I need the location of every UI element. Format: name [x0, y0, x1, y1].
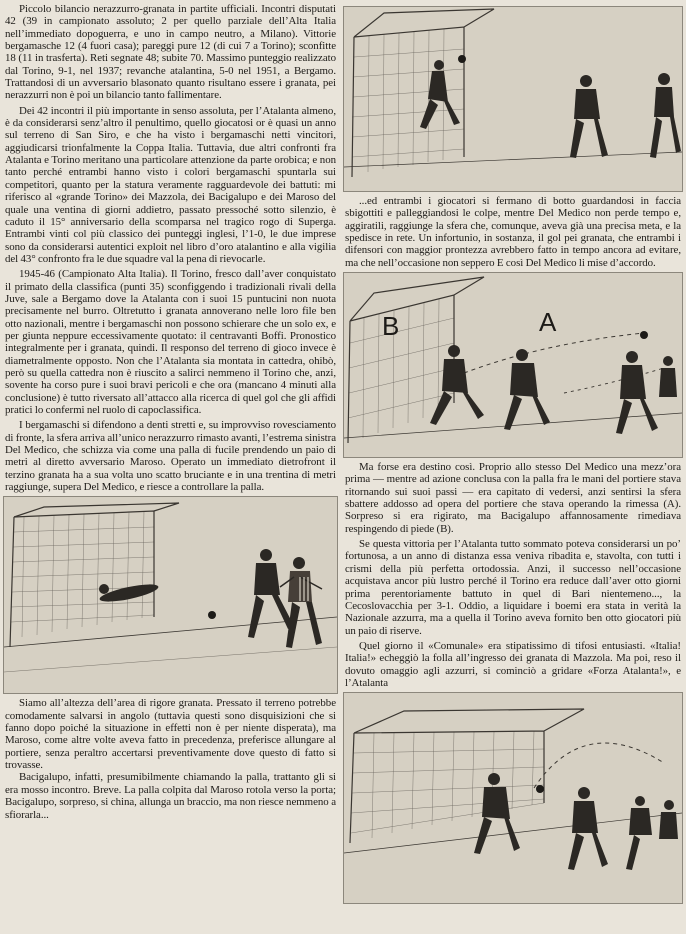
- article-paragraph: 1945-46 (Campionato Alta Italia). Il Torino, fresco dall’aver conquistato il primato della classifica (punti 35) sconfiggendo i tradizionali rivali della Juve, sale a Bergamo dove la Atalanta con i suoi 15 puntucini non nuota precisamente nel burro. Oltretutto i granata annoverano nelle loro file ben otto nazionali, mentre i bergamaschi non possono schierare che un solo ex, e per giunta neppure eccessivamente quotato: il centravanti Boffi. Pronostico integralmente per i granata, quindi. Il responso del terreno di gioco invece è diametralmente opposto. Non che l’Atalanta sia montata in cattedra, ohibò, però su quella cattedra non è riuscito a salirci nemmeno il Torino che, anzi, sovente ha corso pure i suoi bravi pericoli e che ora (mancano 4 minuti alla conclusione) è tutto riversato all’attacco alla ricerca di quel gol che gli affidi pratici lo confermi nel ruolo di capoclassifica.: [5, 268, 336, 416]
- caption-bottom-left: Siamo all’altezza dell’area di rigore granata. Pressato il terreno potrebbe comodamente salvarsi in angolo (tuttavia questi sono disquisizioni che si fanno dopo poiché la situazione in effetti non è per niente disperata), ma Maroso, come altre volte aveva fatto in precedenza, preferisce allungare al portiere, senza peraltro accertarsi preventivamente dove questo di fatto si trovasse.: [5, 697, 336, 772]
- label-b: B: [382, 311, 400, 342]
- caption-bottom-left: Bacigalupo, infatti, presumibilmente chiamando la palla, trattanto gli si era mosso incontro. Breve. La palla colpita dal Maroso rotola verso la porta; Bacigalupo, sorpreso, si china, allunga un braccio, ma non riesce nemmeno a sfiorarla...: [5, 771, 336, 821]
- right-column: [343, 3, 683, 907]
- label-a: A: [539, 307, 557, 338]
- illustration-defenders-collide: [343, 6, 683, 192]
- caption-right-1: ...ed entrambi i giocatori si fermano di botto guardandosi in faccia sbigottiti e palleggiandosi le colpe, mentre Del Medico non perde tempo e, aggiratili, raggiunge la sfera che, comunque, aveva già una precisa meta, e la spedisce in rete. Un infortunio, in sostanza, il gol pei granata, che entrambi i difensori con maggior prontezza avrebbero fatto in tempo ancora ad evitare, ma che nell’occasione non seppero E così Del Medico li mise d’accordo.: [345, 195, 681, 269]
- illustration-cross-into-box: [343, 692, 683, 904]
- article-paragraph: Se questa vittoria per l’Atalanta tutto sommato poteva considerarsi un po’ fortunosa, a un anno di distanza essa veniva ribadita e, stavolta, con tutti i crismi della più perfetta ortodossia. Anzi, il successo nell’occasione acquistava ancor più lustro perché il Torino era reduce dall’aver otto giorni prima perentoriamente battuto in quel di Bari nientemeno..., la Cecoslovacchia per 3-1. Oddio, a liquidare i boemi era stata in verità la Nazionale azzurra, ma a quella il Torino aveva fornito ben otto giocatori più un paio di riserve.: [345, 538, 681, 637]
- caption-right-2: Ma forse era destino così. Proprio allo stesso Del Medico una mezz’ora prima — mentre ad azione conclusa con la palla fra le mani del portiere stava ritornando sui suoi passi — era capitato di vedersi, anzi sentirsi la sfera sbattere addosso ad opera del portiere che stava operando la rimessa (A). Sorpreso si era rigirato, ma Bacigalupo affannosamente rimediava respingendo di piede (B).: [345, 461, 681, 535]
- article-paragraph: Piccolo bilancio nerazzurro-granata in partite ufficiali. Incontri disputati 42 (39 in campionato assoluto; 2 per quello parziale dell’Alta Italia nell’immediato dopoguerra, e uno in campo neutro, a Milano). Vittorie bergamasche 12 (4 fuori casa); pareggi pure 12 (di cui 7 a Torino); sconfitte 18 (11 in trasferta). Reti segnate 48; subite 70. Massimo punteggio realizzato dal Torino, 9-1, nel 1937; revanche atalantina, 5-0 nel 1951, a Bergamo. Trattandosi di un avversario blasonato quanto risultano essere i granata, pei nerazzurri non è poi un bilancio tanto fallimentare.: [5, 3, 336, 102]
- article-paragraph: I bergamaschi si difendono a denti stretti e, su improvviso rovesciamento di fronte, la sfera arriva all’unico nerazzurro rimasto avanti, l’estrema sinistra Del Medico, che schizza via come una palla di fucile prendendo un paio di metri al diretto avversario Maroso. Operato un immediato dietrofront il terzino granata ha a sua volta uno scatto bruciante e in una trentina di metri raggiunge, supera Del Medico, e riesce a controllare la palla.: [5, 419, 336, 494]
- article-paragraph: Quel giorno il «Comunale» era stipatissimo di tifosi entusiasti. «Italia! Italia!» echeggiò la folla all’ingresso dei granata di Mazzola. Ma poi, reso il dovuto omaggio agli azzurri, si cominciò a gridare «Forza Atalanta!», e l’Atalanta: [345, 639, 681, 689]
- illustration-goalkeeper-clearance: [343, 272, 683, 458]
- left-column: [3, 3, 338, 821]
- illustration-goalmouth-save: [3, 496, 338, 694]
- article-paragraph: Dei 42 incontri il più importante in senso assoluta, per l’Atalanta almeno, è da considerarsi senz’altro il penultimo, quello giocatosi or è quasi un anno sul terreno di San Siro, e che ha visto i bergamaschi netti vincitori, aggiudicarsi trionfalmente la Coppa Italia. Tuttavia, due altri confronti fra Atalanta e Torino meritano una particolare attenzione da parte orobica; e non tanto perché entrambi hanno visto i colori bergamaschi spuntarla sui competitori, quanto per la statura veramente ragguardevole dei battuti: mi riferisco al «grande Torino» dei Mazzola, dei Bacigalupo e dei Maroso del quale una ventina di giorni addietro, passato pressoché sotto silenzio, è caduto il 15° anniversario della scomparsa nel tragico rogo di Superga. Entrambi vinti col più classico dei punteggi inglesi, l’1-0, le due imprese sono da considerarsi autentici exploit nel libro d’oro atalantino e alla vigilia del 43° confronto fra le due squadre val la pena di rievocarle.: [5, 104, 336, 265]
